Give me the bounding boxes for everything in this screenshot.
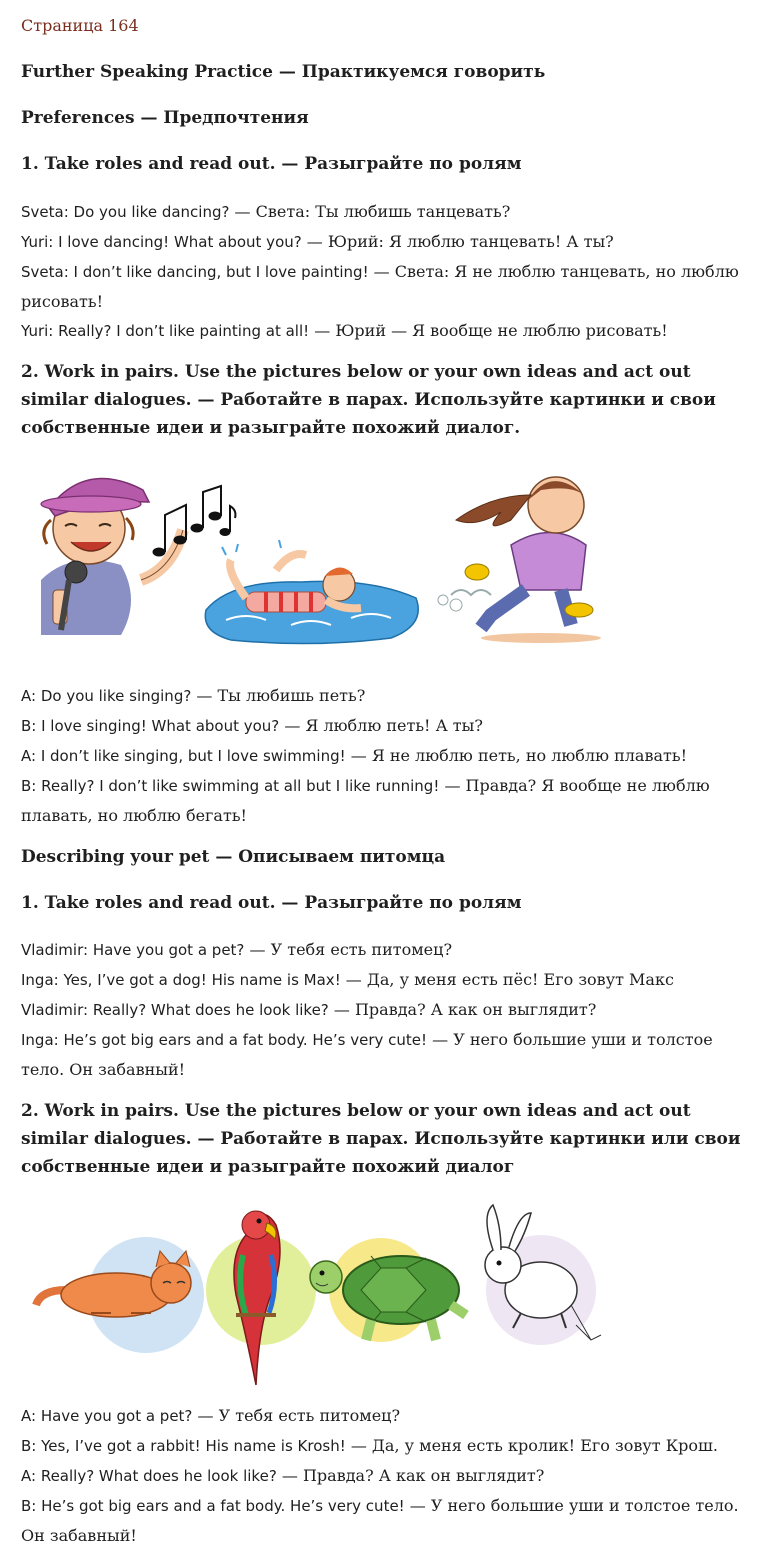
dialog-line: B: Really? I don’t like swimming at all but I like running! — Правда? Я вообще не люблю плавать, но люблю бегать! xyxy=(21,776,710,825)
dialog-line: B: He’s got big ears and a fat body. He’s very cute! — У него большие уши и толстое тело. Он забавный! xyxy=(21,1496,739,1545)
dialog-line: A: Have you got a pet? — У тебя есть питомец? xyxy=(21,1406,401,1425)
subsection-title-preferences: Preferences — Предпочтения xyxy=(21,108,309,128)
dialog-line: Inga: He’s got big ears and a fat body. He’s very cute! — У него большие уши и толстое тело. Он забавный! xyxy=(21,1030,713,1079)
task-2-pet-heading: 2. Work in pairs. Use the pictures below or your own ideas and act out similar dialogues. — Работайте в парах. Используйте картинки или свои собственные идеи и разыграйте похожий диалог xyxy=(21,1101,741,1177)
pets-illustration xyxy=(31,1195,611,1390)
dialog-line: Sveta: Do you like dancing? — Света: Ты любишь танцевать? xyxy=(21,202,511,221)
dialog-3 xyxy=(21,935,756,1084)
dialog-line: B: I love singing! What about you? — Я люблю петь! А ты? xyxy=(21,716,483,735)
dialog-line: A: Really? What does he look like? — Правда? А как он выглядит? xyxy=(21,1466,545,1485)
dialog-line: Vladimir: Have you got a pet? — У тебя есть питомец? xyxy=(21,940,453,959)
activities-illustration xyxy=(31,460,601,650)
subsection-title-pet: Describing your pet — Описываем питомца xyxy=(21,847,446,867)
dialog-line: Yuri: I love dancing! What about you? — Юрий: Я люблю танцевать! А ты? xyxy=(21,232,614,251)
section-title: Further Speaking Practice — Практикуемся говорить xyxy=(21,62,546,82)
dialog-2 xyxy=(21,681,756,830)
dialog-line: Yuri: Really? I don’t like painting at all! — Юрий — Я вообще не люблю рисовать! xyxy=(21,321,668,340)
dialog-line: A: Do you like singing? — Ты любишь петь? xyxy=(21,686,366,705)
swimmer-figure xyxy=(205,540,418,644)
music-notes xyxy=(153,486,235,556)
task-1-pet-heading: 1. Take roles and read out. — Разыграйте по ролям xyxy=(21,893,522,913)
page-number: Страница 164 xyxy=(21,16,139,35)
dialog-1 xyxy=(21,197,756,346)
dialog-line: B: Yes, I’ve got a rabbit! His name is Krosh! — Да, у меня есть кролик! Его зовут Крош. xyxy=(21,1436,718,1455)
dialog-line: Inga: Yes, I’ve got a dog! His name is Max! — Да, у меня есть пёс! Его зовут Макс xyxy=(21,970,674,989)
parrot-figure xyxy=(234,1211,280,1385)
singer-figure xyxy=(41,478,183,635)
runner-figure xyxy=(438,477,601,643)
dialog-line: Sveta: I don’t like dancing, but I love painting! — Света: Я не люблю танцевать, но люблю рисовать! xyxy=(21,262,739,311)
dialog-4 xyxy=(21,1401,756,1550)
task-2-heading: 2. Work in pairs. Use the pictures below or your own ideas and act out similar dialogues. — Работайте в парах. Используйте картинки и свои собственные идеи и разыграйте похожий диалог. xyxy=(21,362,716,438)
dialog-line: Vladimir: Really? What does he look like? — Правда? А как он выглядит? xyxy=(21,1000,597,1019)
task-1-heading: 1. Take roles and read out. — Разыграйте по ролям xyxy=(21,154,522,174)
dialog-line: A: I don’t like singing, but I love swimming! — Я не люблю петь, но люблю плавать! xyxy=(21,746,688,765)
